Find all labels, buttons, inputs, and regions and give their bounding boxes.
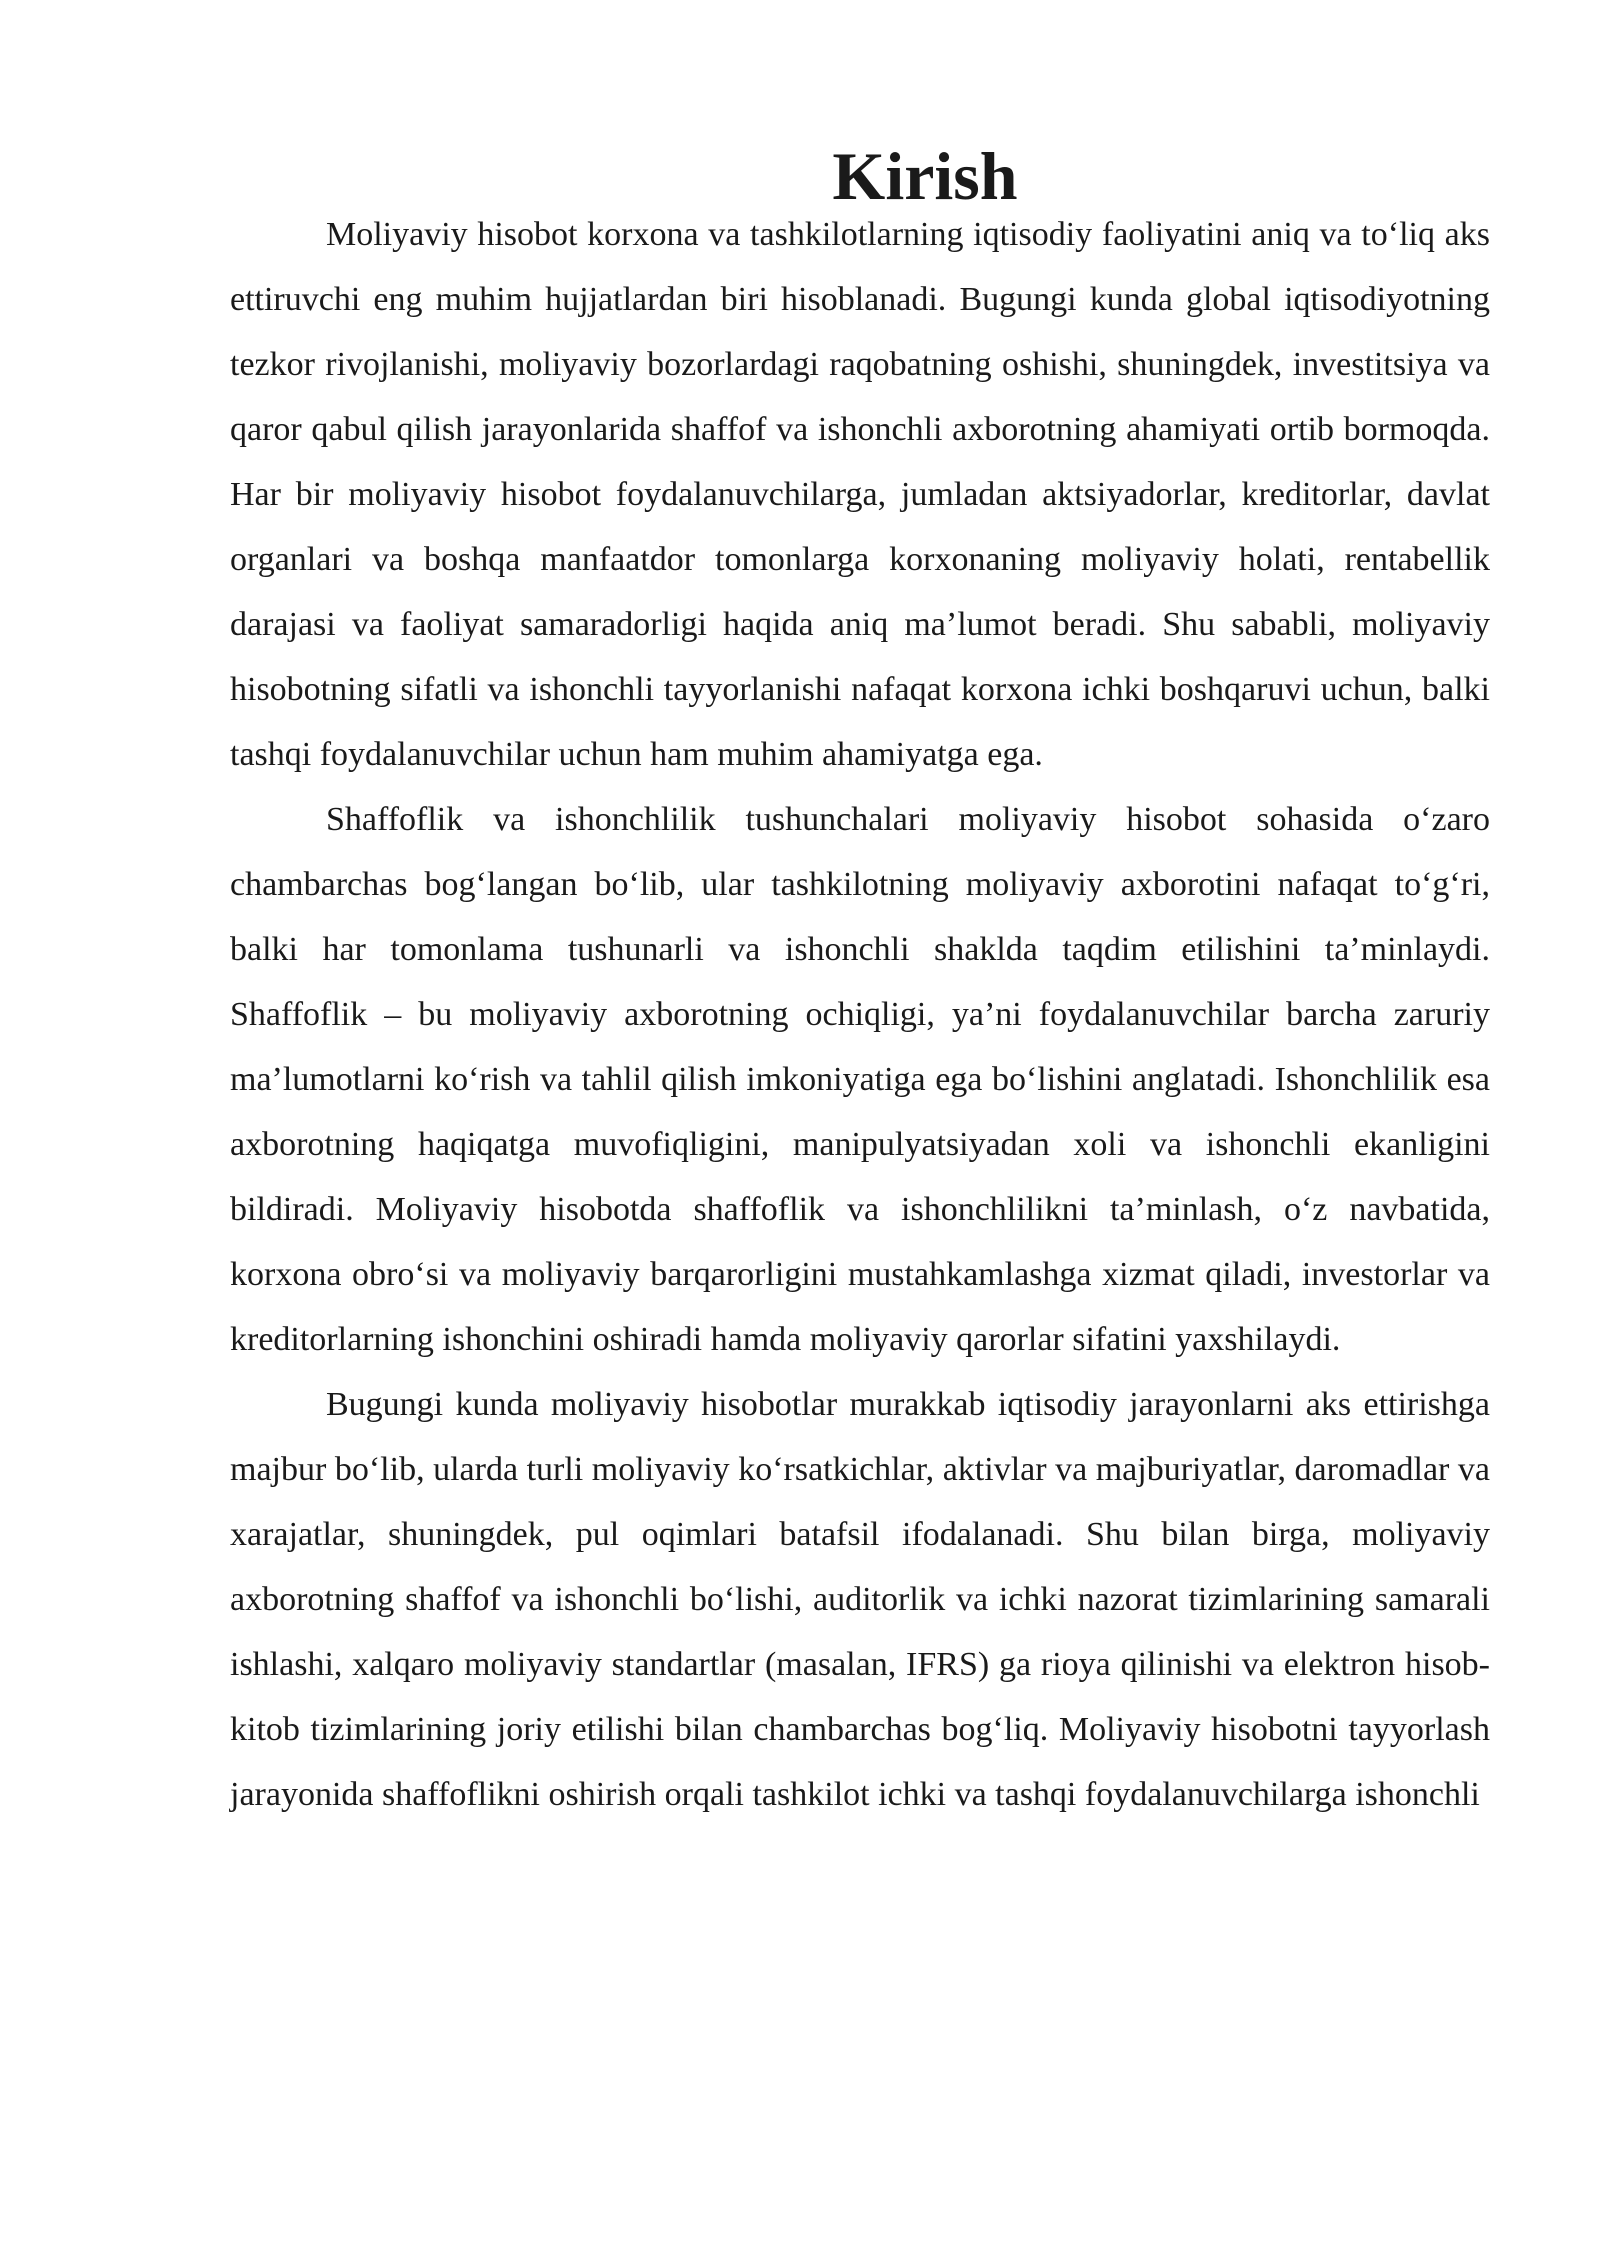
document-body — [230, 138, 1490, 1827]
paragraph-2: Shaffoflik va ishonchlilik tushunchalari moliyaviy hisobot sohasida o‘zaro chambarchas bog‘langan bo‘lib, ular tashkilotning moliyaviy axborotini nafaqat to‘g‘ri, balki har tomonlama tushunarli va ishonchli shaklda taqdim etilishini ta’minlaydi. Shaffoflik – bu moliyaviy axborotning ochiqligi, ya’ni foydalanuvchilar barcha zaruriy ma’lumotlarni ko‘rish va tahlil qilish imkoniyatiga ega bo‘lishini anglatadi. Ishonchlilik esa axborotning haqiqatga muvofiqligini, manipulyatsiyadan xoli va ishonchli ekanligini bildiradi. Moliyaviy hisobotda shaffoflik va ishonchlilikni ta’minlash, o‘z navbatida, korxona obro‘si va moliyaviy barqarorligini mustahkamlashga xizmat qiladi, investorlar va kreditorlarning ishonchini oshiradi hamda moliyaviy qarorlar sifatini yaxshilaydi. — [230, 801, 1490, 1358]
document-heading: Kirish — [832, 138, 1018, 214]
paragraph-1: Moliyaviy hisobot korxona va tashkilotlarning iqtisodiy faoliyatini aniq va to‘liq aks ettiruvchi eng muhim hujjatlardan biri hisoblanadi. Bugungi kunda global iqtisodiyotning tezkor rivojlanishi, moliyaviy bozorlardagi raqobatning oshishi, shuningdek, investitsiya va qaror qabul qilish jarayonlarida shaffof va ishonchli axborotning ahamiyati ortib bormoqda. Har bir moliyaviy hisobot foydalanuvchilarga, jumladan aktsiyadorlar, kreditorlar, davlat organlari va boshqa manfaatdor tomonlarga korxonaning moliyaviy holati, rentabellik darajasi va faoliyat samaradorligi haqida aniq ma’lumot beradi. Shu sababli, moliyaviy hisobotning sifatli va ishonchli tayyorlanishi nafaqat korxona ichki boshqaruvi uchun, balki tashqi foydalanuvchilar uchun ham muhim ahamiyatga ega. — [230, 216, 1490, 773]
paragraph-3: Bugungi kunda moliyaviy hisobotlar murakkab iqtisodiy jarayonlarni aks ettirishga majbur bo‘lib, ularda turli moliyaviy ko‘rsatkichlar, aktivlar va majburiyatlar, daromadlar va xarajatlar, shuningdek, pul oqimlari batafsil ifodalanadi. Shu bilan birga, moliyaviy axborotning shaffof va ishonchli bo‘lishi, auditorlik va ichki nazorat tizimlarining samarali ishlashi, xalqaro moliyaviy standartlar (masalan, IFRS) ga rioya qilinishi va elektron hisob-kitob tizimlarining joriy etilishi bilan chambarchas bog‘liq. Moliyaviy hisobotni tayyorlash jarayonida shaffoflikni oshirish orqali tashkilot ichki va tashqi foydalanuvchilarga ishonchli — [230, 1386, 1490, 1813]
